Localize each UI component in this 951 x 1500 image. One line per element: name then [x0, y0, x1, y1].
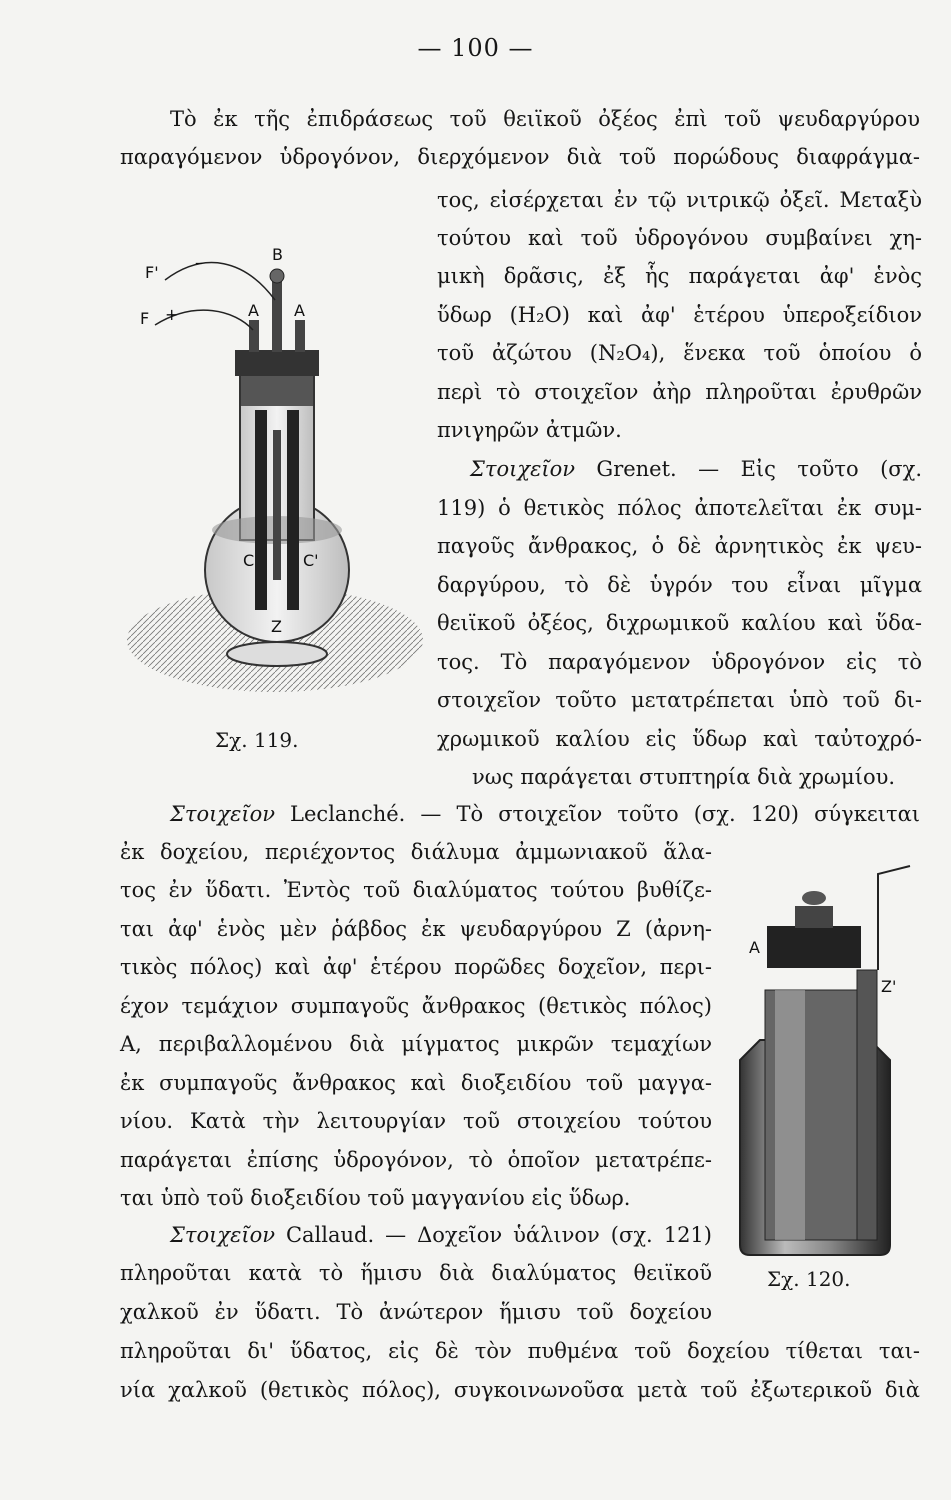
label-c-left: C	[243, 551, 255, 570]
text-line: παγοῦς ἄνθρακος, ὁ δὲ ἀρνητικὸς ἐκ ψευ-	[437, 534, 922, 558]
text-line-callaud: Στοιχεῖον Callaud. — Δοχεῖον ὑάλινον (σχ. 121)	[170, 1223, 712, 1247]
text-line-grenet: Στοιχεῖον Grenet. — Εἰς τοῦτο (σχ.	[470, 457, 922, 481]
figure-119-grenet-cell	[125, 240, 430, 700]
text-line: ἐκ συμπαγοῦς ἄνθρακος καὶ διοξειδίου τοῦ μαγγα-	[120, 1071, 712, 1095]
text-line-leclanche: Στοιχεῖον Leclanché. — Τὸ στοιχεῖον τοῦτο (σχ. 120) σύγκειται	[170, 802, 920, 826]
text-line: πνιγηρῶν ἀτμῶν.	[437, 418, 622, 442]
label-f-negative: F'	[145, 263, 159, 282]
text-line: πληροῦται κατὰ τὸ ἥμισυ διὰ διαλύματος θειϊκοῦ	[120, 1261, 712, 1285]
label-f-positive: F	[140, 309, 150, 328]
label-z-prime: Z'	[881, 977, 897, 996]
label-plus: +	[165, 305, 179, 324]
label-a: A	[749, 938, 760, 957]
text-line: παραγόμενον ὑδρογόνον, διερχόμενον διὰ τοῦ πορώδους διαφράγμα-	[120, 145, 920, 169]
page-number: — 100 —	[417, 34, 534, 62]
text-line: ὕδωρ (H₂O) καὶ ἀφ' ἑτέρου ὑπεροξείδιον	[437, 303, 922, 327]
text-line: ἐκ δοχείου, περιέχοντος διάλυμα ἀμμωνιακοῦ ἅλα-	[120, 840, 712, 864]
label-z: Z	[271, 617, 282, 636]
text-line: τοῦ ἀζώτου (N₂O₄), ἕνεκα τοῦ ὁποίου ὁ	[437, 341, 922, 365]
text-line: A, περιβαλλομένου διὰ μίγματος μικρῶν τεμαχίων	[120, 1032, 712, 1056]
text-line: δαργύρου, τὸ δὲ ὑγρόν του εἶναι μῖγμα	[437, 573, 922, 597]
text-line: χαλκοῦ ἐν ὕδατι. Τὸ ἀνώτερον ἥμισυ τοῦ δοχείου	[120, 1300, 712, 1324]
text-line: παράγεται ἐπίσης ὑδρογόνον, τὸ ὁποῖον μετατρέπε-	[120, 1148, 712, 1172]
label-minus: –	[195, 253, 203, 272]
text-line: έχον τεμάχιον συμπαγοῦς ἄνθρακος (θετικὸς πόλος)	[120, 994, 712, 1018]
text-line: τούτου καὶ τοῦ ὑδρογόνου συμβαίνει χη-	[437, 226, 922, 250]
label-b: B	[272, 245, 283, 264]
figure-119-caption: Σχ. 119.	[215, 728, 299, 752]
text-line: 119) ὁ θετικὸς πόλος ἀποτελεῖται ἐκ συμ-	[437, 496, 922, 520]
text-line: ται ἀφ' ἑνὸς μὲν ῥάβδος ἐκ ψευδαργύρου Z (ἀρνη-	[120, 917, 712, 941]
text-line: θειϊκοῦ ὀξέος, διχρωμικοῦ καλίου καὶ ὕδα-	[437, 611, 922, 635]
text-line: τικὸς πόλος) καὶ ἀφ' ἑτέρου πορῶδες δοχεῖον, περι-	[120, 955, 712, 979]
text-line: στοιχεῖον τοῦτο μετατρέπεται ὑπὸ τοῦ δι-	[437, 688, 922, 712]
text-line: τος ἐν ὕδατι. Ἐντὸς τοῦ διαλύματος τούτου βυθίζε-	[120, 878, 712, 902]
text-line: Τὸ ἐκ τῆς ἐπιδράσεως τοῦ θειϊκοῦ ὀξέος ἐπὶ τοῦ ψευδαργύρου	[170, 107, 920, 131]
text-line: τος. Τὸ παραγόμενον ὑδρογόνον εἰς τὸ	[437, 650, 922, 674]
label-c-right: C'	[303, 551, 319, 570]
label-a-left: A	[248, 301, 259, 320]
text-line: μικὴ δρᾶσις, ἐξ ἧς παράγεται ἀφ' ἑνὸς	[437, 264, 922, 288]
text-line: νως παράγεται στυπτηρία διὰ χρωμίου.	[472, 765, 896, 789]
text-line: τος, εἰσέρχεται ἐν τῷ νιτρικῷ ὀξεῖ. Μεταξὺ	[437, 188, 922, 212]
text-line: νίου. Κατὰ τὴν λειτουργίαν τοῦ στοιχείου τούτου	[120, 1109, 712, 1133]
label-a-right: A	[294, 301, 305, 320]
figure-120-leclanche-cell	[735, 860, 915, 1260]
text-line: περὶ τὸ στοιχεῖον ἀὴρ πληροῦται ἐρυθρῶν	[437, 380, 922, 404]
text-line: νία χαλκοῦ (θετικὸς πόλος), συγκοινωνοῦσα μετὰ τοῦ ἐξωτερικοῦ διὰ	[120, 1378, 920, 1402]
text-line: ται ὑπὸ τοῦ διοξειδίου τοῦ μαγγανίου εἰς ὕδωρ.	[120, 1186, 631, 1210]
text-line: χρωμικοῦ καλίου εἰς ὕδωρ καὶ ταὐτοχρό-	[437, 727, 922, 751]
text-line: πληροῦται δι' ὕδατος, εἰς δὲ τὸν πυθμένα τοῦ δοχείου τίθεται ται-	[120, 1339, 920, 1363]
figure-120-caption: Σχ. 120.	[767, 1267, 851, 1291]
